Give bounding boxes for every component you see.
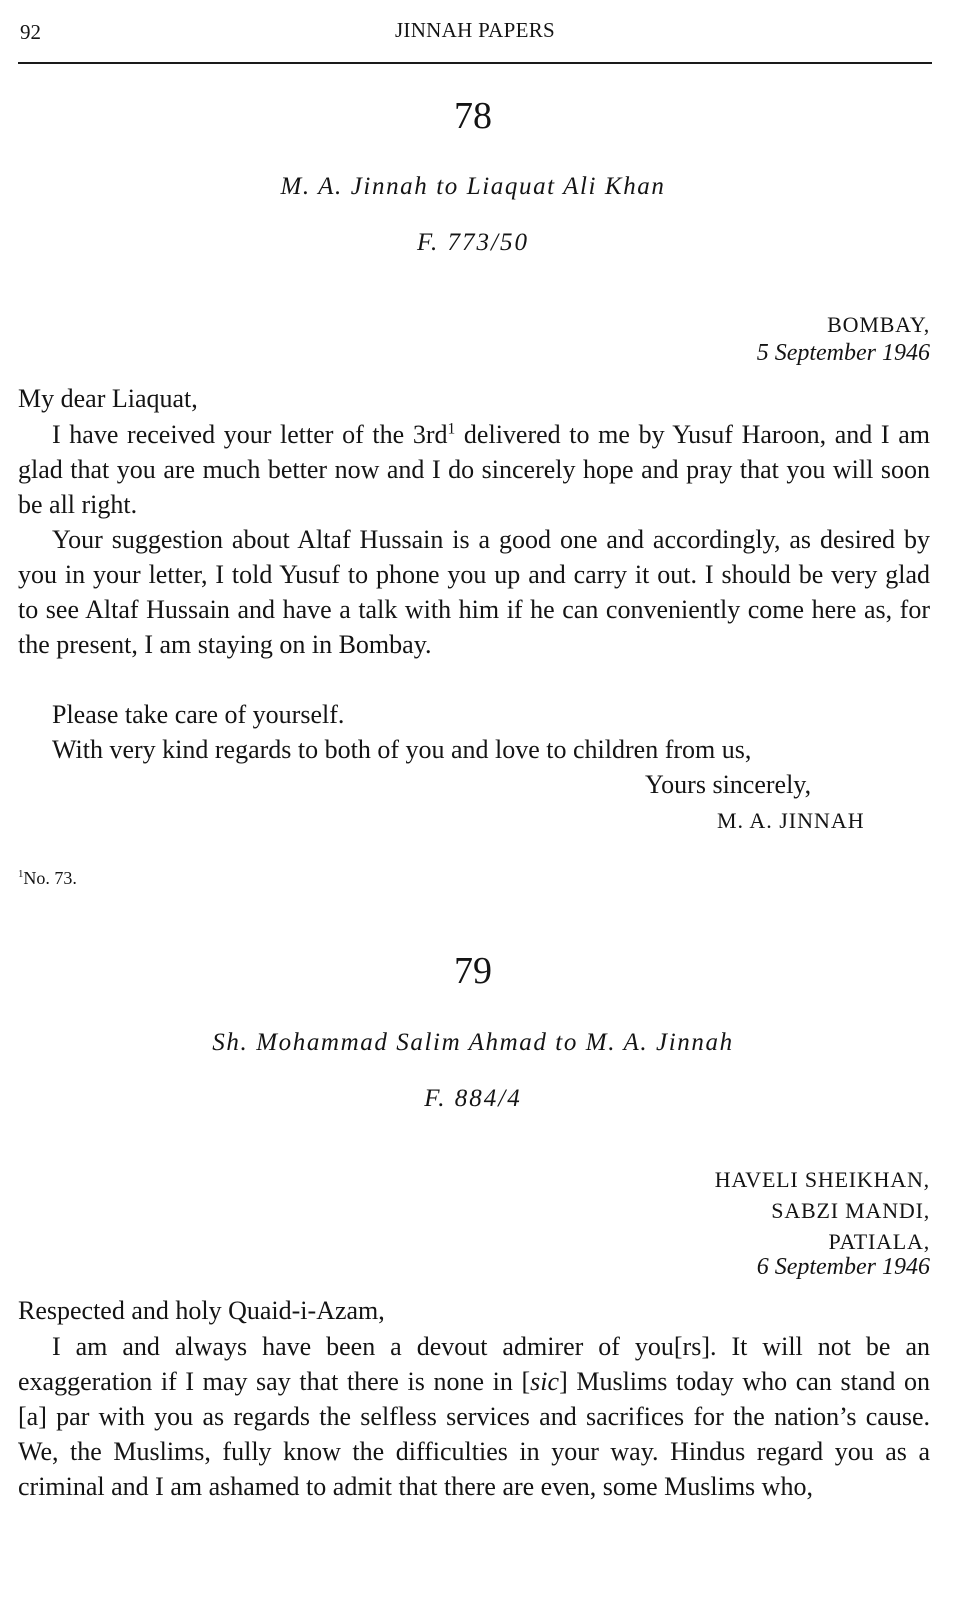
footnote-number: 1 [18, 868, 24, 880]
paragraph-text: I am and always have been a devout admirer of you[rs]. It will not be an exaggeration if I may say that there is none in [ [18, 1332, 930, 1396]
document-number: 78 [454, 95, 492, 137]
document-heading: M. A. Jinnah to Liaquat Ali Khan [280, 173, 666, 200]
closing: Yours sincerely, [645, 770, 812, 799]
running-head [20, 18, 930, 48]
footnote-marker: 1 [447, 420, 456, 438]
address-line: PATIALA, [828, 1229, 930, 1254]
body-paragraph: With very kind regards to both of you and love to children from us, [52, 735, 752, 764]
file-reference: F. 773/50 [417, 229, 529, 256]
sic-annotation: sic [530, 1367, 560, 1396]
document-number: 79 [454, 950, 492, 992]
file-reference: F. 884/4 [424, 1085, 522, 1112]
paragraph-text: ] Muslims today who can stand on [a] par with you as regards the selfless services and sacrifices for the nation’s cause. We, the Muslims, fully know the difficulties in your way. Hindus regard you as a criminal and I am ashamed to admit that there are even, some Muslims who, [18, 1367, 930, 1501]
body-paragraph: Your suggestion about Altaf Hussain is a good one and accordingly, as desired by you in your letter, I told Yusuf to phone you up and carry it out. I should be very glad to see Altaf Hussain and have a talk with him if he can conveniently come here as, for the present, I am staying on in Bombay. [18, 525, 930, 659]
page-number: 92 [20, 20, 41, 44]
address-line: HAVELI SHEIKHAN, [714, 1167, 930, 1192]
sender-place: BOMBAY, [827, 312, 930, 337]
body-paragraph: Please take care of yourself. [52, 700, 345, 729]
address-line: SABZI MANDI, [771, 1198, 930, 1223]
document-heading: Sh. Mohammad Salim Ahmad to M. A. Jinnah [212, 1029, 734, 1056]
paragraph-text: I have received your letter of the 3rd [52, 420, 448, 449]
sender-address [715, 1164, 930, 1257]
running-title: JINNAH PAPERS [394, 18, 556, 42]
body-paragraph [18, 1329, 930, 1504]
salutation: Respected and holy Quaid-i-Azam, [18, 1296, 385, 1325]
paragraph-text: delivered to me by Yusuf Haroon, and I am glad that you are much better now and I do sincerely hope and pray that you will soon be all right. [18, 420, 930, 519]
salutation: My dear Liaquat, [18, 384, 198, 413]
signature: M. A. JINNAH [717, 808, 865, 833]
letter-date: 5 September 1946 [756, 340, 930, 366]
body-paragraph [18, 417, 930, 522]
footnote [18, 868, 77, 889]
footnote-text: No. 73. [23, 868, 77, 888]
header-rule [18, 62, 932, 64]
letter-date: 6 September 1946 [756, 1254, 930, 1280]
